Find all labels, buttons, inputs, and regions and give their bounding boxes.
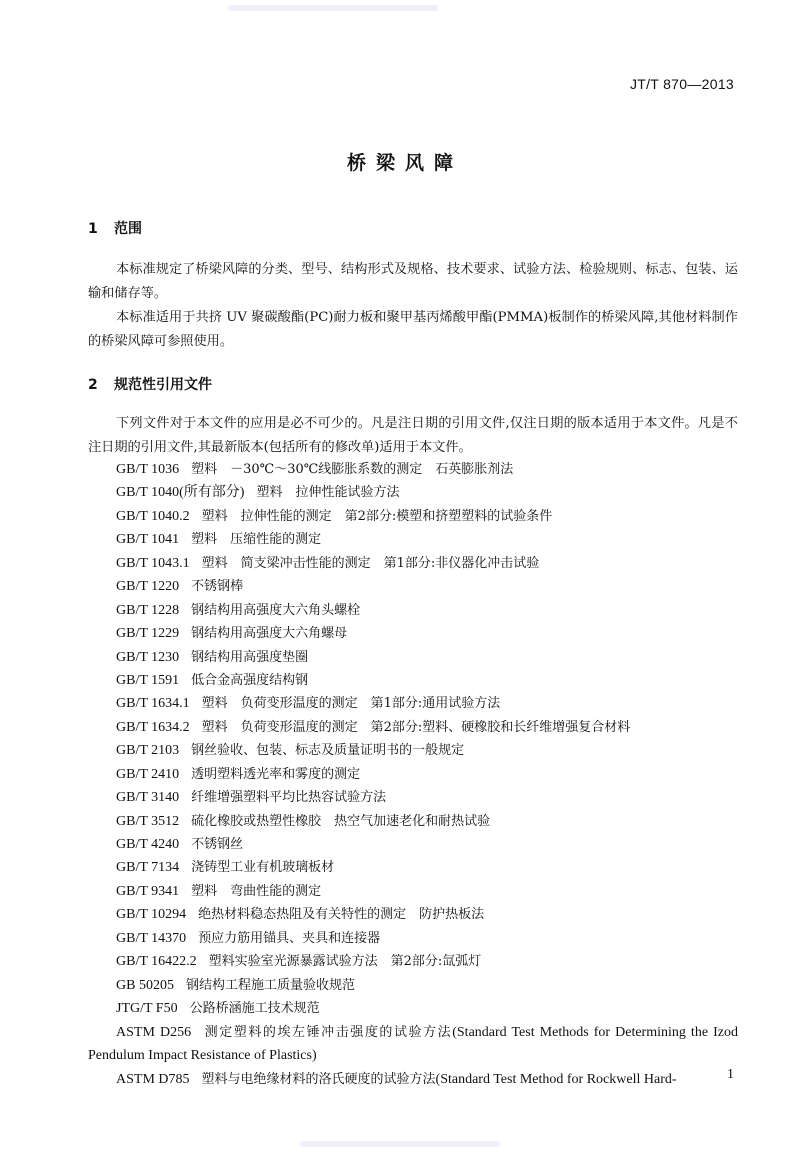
reference-item bbox=[88, 997, 738, 1020]
section-heading-normative-references bbox=[88, 374, 212, 394]
standard-code: JT/T 870—2013 bbox=[629, 76, 734, 92]
reference-title: 塑料 －30℃～30℃线膨胀系数的测定 石英膨胀剂法 bbox=[191, 462, 514, 477]
reference-title: 钢结构用高强度大六角螺母 bbox=[191, 626, 348, 642]
reference-code: GB/T 1220 bbox=[116, 579, 180, 595]
reference-title: 钢结构用高强度垫圈 bbox=[191, 649, 309, 665]
reference-item bbox=[88, 880, 738, 903]
reference-item-astm-d256 bbox=[88, 1021, 738, 1068]
reference-item bbox=[88, 692, 738, 715]
reference-item bbox=[88, 833, 738, 856]
reference-item bbox=[88, 903, 738, 926]
reference-code: GB/T 1230 bbox=[116, 649, 180, 665]
reference-item bbox=[88, 646, 738, 669]
reference-item bbox=[88, 739, 738, 762]
reference-english-title: (Standard Test Methods for Determining the Izod Pendulum Impact Resistance of Plastics) bbox=[88, 1024, 738, 1063]
section-number: 1 bbox=[88, 221, 98, 237]
reference-title: 浇铸型工业有机玻璃板材 bbox=[191, 860, 335, 876]
reference-code: JTG/T F50 bbox=[116, 1001, 178, 1017]
reference-item-astm-d785 bbox=[88, 1068, 738, 1092]
reference-title: 低合金高强度结构钢 bbox=[191, 672, 309, 688]
reference-item bbox=[88, 950, 738, 973]
reference-item bbox=[88, 622, 738, 645]
reference-title: 不锈钢棒 bbox=[191, 579, 244, 595]
reference-code: GB/T 7134 bbox=[116, 860, 180, 876]
reference-code: GB/T 3140 bbox=[116, 790, 180, 806]
reference-code: ASTM D256 bbox=[116, 1024, 192, 1040]
reference-code: GB/T 2410 bbox=[116, 766, 180, 782]
references-intro-paragraph: 下列文件对于本文件的应用是必不可少的。凡是注日期的引用文件,仅注日期的版本适用于本文件。凡是不注日期的引用文件,其最新版本(包括所有的修改单)适用于本文件。 bbox=[88, 416, 738, 455]
reference-code: GB/T 1591 bbox=[116, 672, 180, 688]
scope-paragraph-2: 本标准适用于共挤 UV 聚碳酸酯(PC)耐力板和聚甲基丙烯酸甲酯(PMMA)板制作的桥梁风障,其他材料制作的桥梁风障可参照使用。 bbox=[88, 310, 738, 349]
reference-code: GB/T 1043.1 bbox=[116, 555, 190, 571]
reference-item bbox=[88, 786, 738, 809]
reference-title: 硫化橡胶或热塑性橡胶 热空气加速老化和耐热试验 bbox=[191, 813, 491, 829]
reference-item bbox=[88, 974, 738, 997]
reference-title: 不锈钢丝 bbox=[191, 837, 244, 852]
reference-code: GB/T 3512 bbox=[116, 813, 180, 829]
reference-item bbox=[88, 528, 738, 551]
reference-title: 塑料 拉伸性能的测定 第2部分:模塑和挤塑塑料的试验条件 bbox=[201, 508, 553, 524]
reference-title: 塑料实验室光源暴露试验方法 第2部分:氙弧灯 bbox=[208, 954, 482, 970]
reference-code: GB/T 1040.2 bbox=[116, 508, 190, 524]
reference-item bbox=[88, 856, 738, 879]
reference-title: 纤维增强塑料平均比热容试验方法 bbox=[191, 790, 387, 806]
reference-code: GB/T 1634.2 bbox=[116, 719, 190, 735]
document-title: 桥梁风障 bbox=[346, 152, 463, 174]
page-number: 1 bbox=[727, 1067, 734, 1082]
watermark-bottom bbox=[300, 1141, 500, 1147]
reference-code: GB/T 1229 bbox=[116, 626, 180, 642]
reference-item bbox=[88, 458, 738, 481]
reference-title: 塑料 弯曲性能的测定 bbox=[191, 883, 322, 899]
reference-title: 塑料 拉伸性能试验方法 bbox=[256, 485, 400, 501]
reference-code: GB/T 1228 bbox=[116, 602, 180, 618]
reference-title: 预应力筋用锚具、夹具和连接器 bbox=[198, 930, 381, 946]
reference-title: 绝热材料稳态热阻及有关特性的测定 防护热板法 bbox=[198, 907, 485, 923]
reference-item bbox=[88, 716, 738, 739]
reference-list bbox=[88, 458, 738, 1091]
reference-title: 透明塑料透光率和雾度的测定 bbox=[191, 766, 361, 782]
scope-paragraph-1: 本标准规定了桥梁风障的分类、型号、结构形式及规格、技术要求、试验方法、检验规则、标志、包装、运输和储存等。 bbox=[88, 262, 738, 301]
watermark-top bbox=[228, 5, 438, 11]
reference-code: GB/T 1041 bbox=[116, 532, 180, 548]
reference-item bbox=[88, 810, 738, 833]
reference-english-title: (Standard Test Method for Rockwell Hard- bbox=[435, 1071, 677, 1087]
reference-title: 塑料与电绝缘材料的洛氏硬度的试验方法 bbox=[201, 1071, 436, 1087]
reference-item bbox=[88, 505, 738, 528]
reference-code: GB/T 10294 bbox=[116, 907, 187, 923]
reference-title: 塑料 负荷变形温度的测定 第2部分:塑料、硬橡胶和长纤维增强复合材料 bbox=[201, 719, 631, 735]
section-number: 2 bbox=[88, 377, 98, 393]
reference-title: 钢结构用高强度大六角头螺栓 bbox=[191, 602, 361, 618]
reference-title: 塑料 压缩性能的测定 bbox=[191, 532, 322, 548]
reference-code: GB/T 14370 bbox=[116, 930, 187, 946]
section-title: 规范性引用文件 bbox=[114, 377, 212, 393]
reference-title: 塑料 简支梁冲击性能的测定 第1部分:非仪器化冲击试验 bbox=[201, 555, 540, 571]
reference-code: GB/T 1036 bbox=[116, 462, 180, 477]
reference-title: 塑料 负荷变形温度的测定 第1部分:通用试验方法 bbox=[201, 696, 501, 712]
reference-item bbox=[88, 575, 738, 598]
reference-code: GB/T 1634.1 bbox=[116, 696, 190, 712]
reference-item bbox=[88, 552, 738, 575]
reference-code: GB/T 1040(所有部分) bbox=[116, 485, 245, 501]
reference-title: 测定塑料的埃左锤冲击强度的试验方法 bbox=[203, 1024, 453, 1040]
reference-code: GB/T 16422.2 bbox=[116, 954, 197, 970]
reference-item bbox=[88, 481, 738, 504]
reference-code: GB/T 2103 bbox=[116, 743, 180, 759]
reference-code: ASTM D785 bbox=[116, 1071, 190, 1087]
reference-item bbox=[88, 669, 738, 692]
reference-title: 公路桥涵施工技术规范 bbox=[189, 1001, 320, 1017]
reference-item bbox=[88, 599, 738, 622]
section-heading-scope bbox=[88, 218, 142, 238]
reference-title: 钢丝验收、包装、标志及质量证明书的一般规定 bbox=[191, 743, 465, 759]
reference-item bbox=[88, 763, 738, 786]
reference-title: 钢结构工程施工质量验收规范 bbox=[185, 977, 355, 993]
section-title: 范围 bbox=[114, 221, 142, 237]
reference-code: GB/T 4240 bbox=[116, 837, 180, 852]
reference-item bbox=[88, 927, 738, 950]
reference-code: GB/T 9341 bbox=[116, 883, 180, 899]
reference-code: GB 50205 bbox=[116, 977, 174, 993]
